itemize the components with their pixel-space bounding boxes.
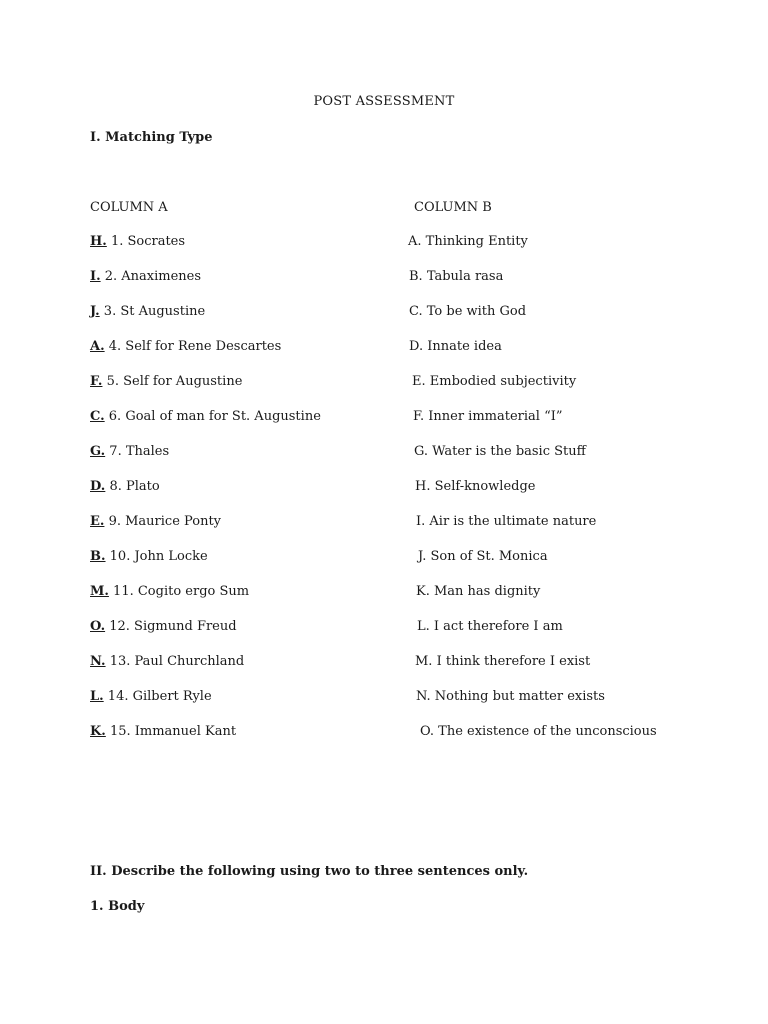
column-b-item: J. Son of St. Monica <box>418 549 548 564</box>
page-title: POST ASSESSMENT <box>313 94 455 109</box>
section-2-item-body: 1. Body <box>90 899 145 914</box>
column-a-item <box>90 444 169 459</box>
item-text: 4. Self for Rene Descartes <box>104 339 282 354</box>
item-text: 6. Goal of man for St. Augustine <box>104 409 321 424</box>
answer-key: I. <box>90 269 101 284</box>
column-a-item <box>90 689 212 704</box>
column-a-item <box>90 584 249 599</box>
answer-key: F. <box>90 374 103 389</box>
item-text: 7. Thales <box>105 444 170 459</box>
item-text: 13. Paul Churchland <box>105 654 245 669</box>
item-text: 14. Gilbert Ryle <box>103 689 212 704</box>
column-b-item: O. The existence of the unconscious <box>420 724 657 739</box>
answer-key: M. <box>90 584 109 599</box>
column-a-item <box>90 269 201 284</box>
column-b-item: C. To be with God <box>409 304 527 319</box>
column-b-header: COLUMN B <box>414 200 492 215</box>
answer-key: J. <box>90 304 100 319</box>
column-a-item <box>90 339 281 354</box>
column-a-item <box>90 479 160 494</box>
answer-key: H. <box>90 234 107 249</box>
column-b-item: F. Inner immaterial “I” <box>413 409 563 424</box>
item-text: 15. Immanuel Kant <box>105 724 237 739</box>
item-text: 1. Socrates <box>106 234 186 249</box>
column-a-item <box>90 619 237 634</box>
section-2-heading: II. Describe the following using two to three sentences only. <box>90 864 529 879</box>
column-a-item <box>90 514 221 529</box>
column-b-item: L. I act therefore I am <box>417 619 563 634</box>
column-b-item: G. Water is the basic Stuff <box>414 444 586 459</box>
item-text: 11. Cogito ergo Sum <box>108 584 250 599</box>
column-b-item: K. Man has dignity <box>416 584 541 599</box>
answer-key: G. <box>90 444 106 459</box>
column-a-item <box>90 304 205 319</box>
answer-key: B. <box>90 549 106 564</box>
answer-key: A. <box>90 339 105 354</box>
item-text: 2. Anaximenes <box>100 269 202 284</box>
answer-key: N. <box>90 654 106 669</box>
column-a-item <box>90 374 242 389</box>
item-text: 5. Self for Augustine <box>102 374 243 389</box>
column-b-item: A. Thinking Entity <box>408 234 528 249</box>
item-text: 8. Plato <box>105 479 160 494</box>
column-b-item: D. Innate idea <box>409 339 502 354</box>
column-a-item <box>90 654 244 669</box>
item-text: 3. St Augustine <box>99 304 206 319</box>
column-b-item: H. Self-knowledge <box>415 479 536 494</box>
answer-key: D. <box>90 479 106 494</box>
answer-key: O. <box>90 619 106 634</box>
column-a-item <box>90 724 236 739</box>
answer-key: C. <box>90 409 105 424</box>
section-1-heading: I. Matching Type <box>90 130 213 145</box>
item-text: 12. Sigmund Freud <box>105 619 237 634</box>
column-b-item: N. Nothing but matter exists <box>416 689 605 704</box>
column-a-header: COLUMN A <box>90 200 168 215</box>
column-a-item <box>90 549 208 564</box>
item-text: 10. John Locke <box>105 549 208 564</box>
answer-key: L. <box>90 689 104 704</box>
column-b-item: E. Embodied subjectivity <box>412 374 577 389</box>
column-b-item: M. I think therefore I exist <box>415 654 591 669</box>
column-b-item: I. Air is the ultimate nature <box>416 514 597 529</box>
column-a-item <box>90 409 321 424</box>
answer-key: E. <box>90 514 105 529</box>
item-text: 9. Maurice Ponty <box>104 514 222 529</box>
answer-key: K. <box>90 724 106 739</box>
column-a-item <box>90 234 185 249</box>
column-b-item: B. Tabula rasa <box>409 269 504 284</box>
